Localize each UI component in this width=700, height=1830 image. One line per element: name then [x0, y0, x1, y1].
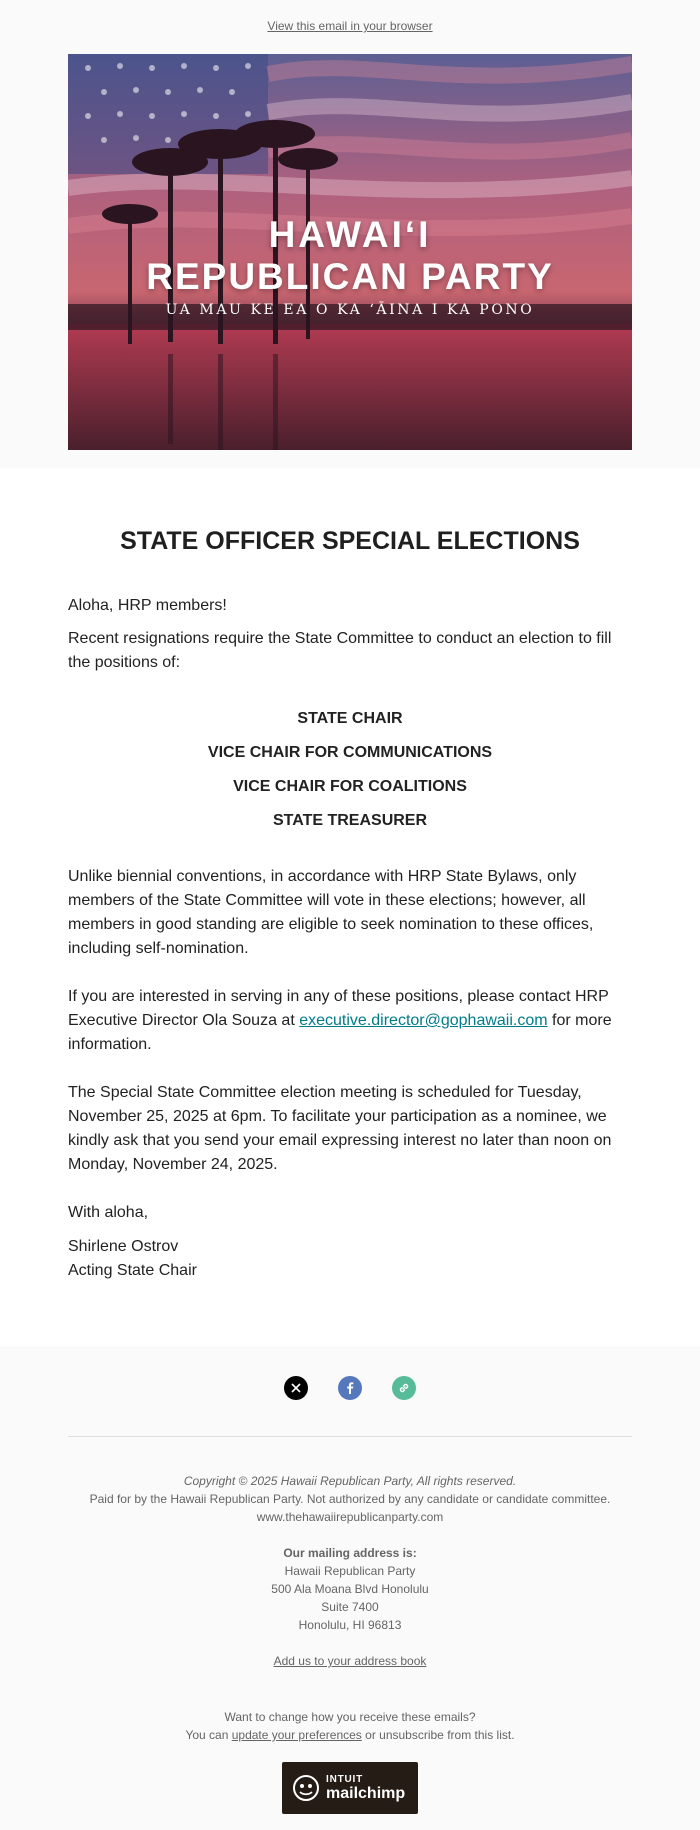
preferences-line	[0, 1726, 700, 1744]
x-icon[interactable]	[284, 1376, 308, 1400]
hero-title-line1: HAWAIʻI	[268, 214, 432, 255]
view-in-browser-link[interactable]: View this email in your browser	[267, 19, 433, 33]
hero-motto: UA MAU KE EA O KA ʻĀINA I KA PONO	[165, 302, 535, 318]
mailchimp-logo-icon	[291, 1773, 321, 1803]
prefs-text-before: You can	[185, 1728, 232, 1742]
positions-list	[68, 707, 632, 833]
position-item: VICE CHAIR FOR COALITIONS	[233, 778, 467, 795]
badge-intuit-text: INTUIT	[326, 1774, 364, 1785]
preferences-question: Want to change how you receive these emails?	[224, 1710, 476, 1724]
contact-paragraph	[68, 985, 632, 1057]
signer-name: Shirlene Ostrov	[68, 1238, 179, 1255]
executive-director-email-link[interactable]: executive.director@gophawaii.com	[299, 1012, 548, 1029]
badge-mailchimp-text: mailchimp	[326, 1785, 406, 1802]
hero-title-line2: REPUBLICAN PARTY	[146, 256, 554, 297]
address-line: Honolulu, HI 96813	[298, 1618, 402, 1632]
signer-title: Acting State Chair	[68, 1262, 197, 1279]
closing: With aloha,	[68, 1204, 149, 1221]
address-line: 500 Ala Moana Blvd Honolulu	[271, 1582, 429, 1596]
copyright: Copyright © 2025 Hawaii Republican Party, All rights reserved.	[183, 1474, 517, 1488]
intro-paragraph: Recent resignations require the State Committee to conduct an election to fill the positions of:	[68, 630, 612, 671]
mailchimp-badge[interactable]	[282, 1762, 418, 1814]
add-to-address-book-link[interactable]: Add us to your address book	[273, 1654, 427, 1668]
footer	[0, 1346, 700, 1830]
meeting-paragraph: The Special State Committee election meeting is scheduled for Tuesday, November 25, 2025 at 6pm. To facilitate your participation as a nominee, we kindly ask that you send your email expressing interest no later than noon on Monday, November 24, 2025.	[68, 1084, 612, 1173]
update-preferences-link[interactable]: update your preferences	[231, 1728, 362, 1742]
hero-banner	[68, 54, 632, 450]
hero-image	[68, 54, 632, 450]
position-item: STATE TREASURER	[272, 812, 428, 829]
facebook-icon[interactable]	[338, 1376, 362, 1400]
disclaimer: Paid for by the Hawaii Republican Party. Not authorized by any candidate or candidate committee.	[89, 1492, 611, 1506]
email-body	[0, 468, 700, 1346]
website: www.thehawaiirepublicanparty.com	[256, 1510, 444, 1524]
footer-divider	[68, 1436, 632, 1437]
headline: STATE OFFICER SPECIAL ELECTIONS	[120, 527, 580, 555]
position-item: STATE CHAIR	[297, 710, 403, 727]
link-icon[interactable]	[392, 1376, 416, 1400]
content	[68, 526, 632, 1283]
address-line: Hawaii Republican Party	[284, 1564, 416, 1578]
contact-text-after: for more information.	[68, 1012, 612, 1053]
address-line: Suite 7400	[321, 1600, 379, 1614]
position-item: VICE CHAIR FOR COMMUNICATIONS	[207, 744, 493, 761]
preheader	[0, 0, 700, 54]
hero-text	[68, 54, 632, 450]
bylaws-paragraph: Unlike biennial conventions, in accordance with HRP State Bylaws, only members of the State Committee will vote in these elections; however, all members in good standing are eligible to seek nomination to these offices, including self-nomination.	[68, 868, 594, 957]
prefs-text-after: or unsubscribe from this list.	[361, 1728, 515, 1742]
mailing-address-label: Our mailing address is:	[283, 1546, 417, 1560]
social-links	[0, 1346, 700, 1402]
greeting: Aloha, HRP members!	[68, 597, 227, 614]
contact-text-before: If you are interested in serving in any of these positions, please contact HRP Executive Director Ola Souza at	[68, 988, 609, 1029]
